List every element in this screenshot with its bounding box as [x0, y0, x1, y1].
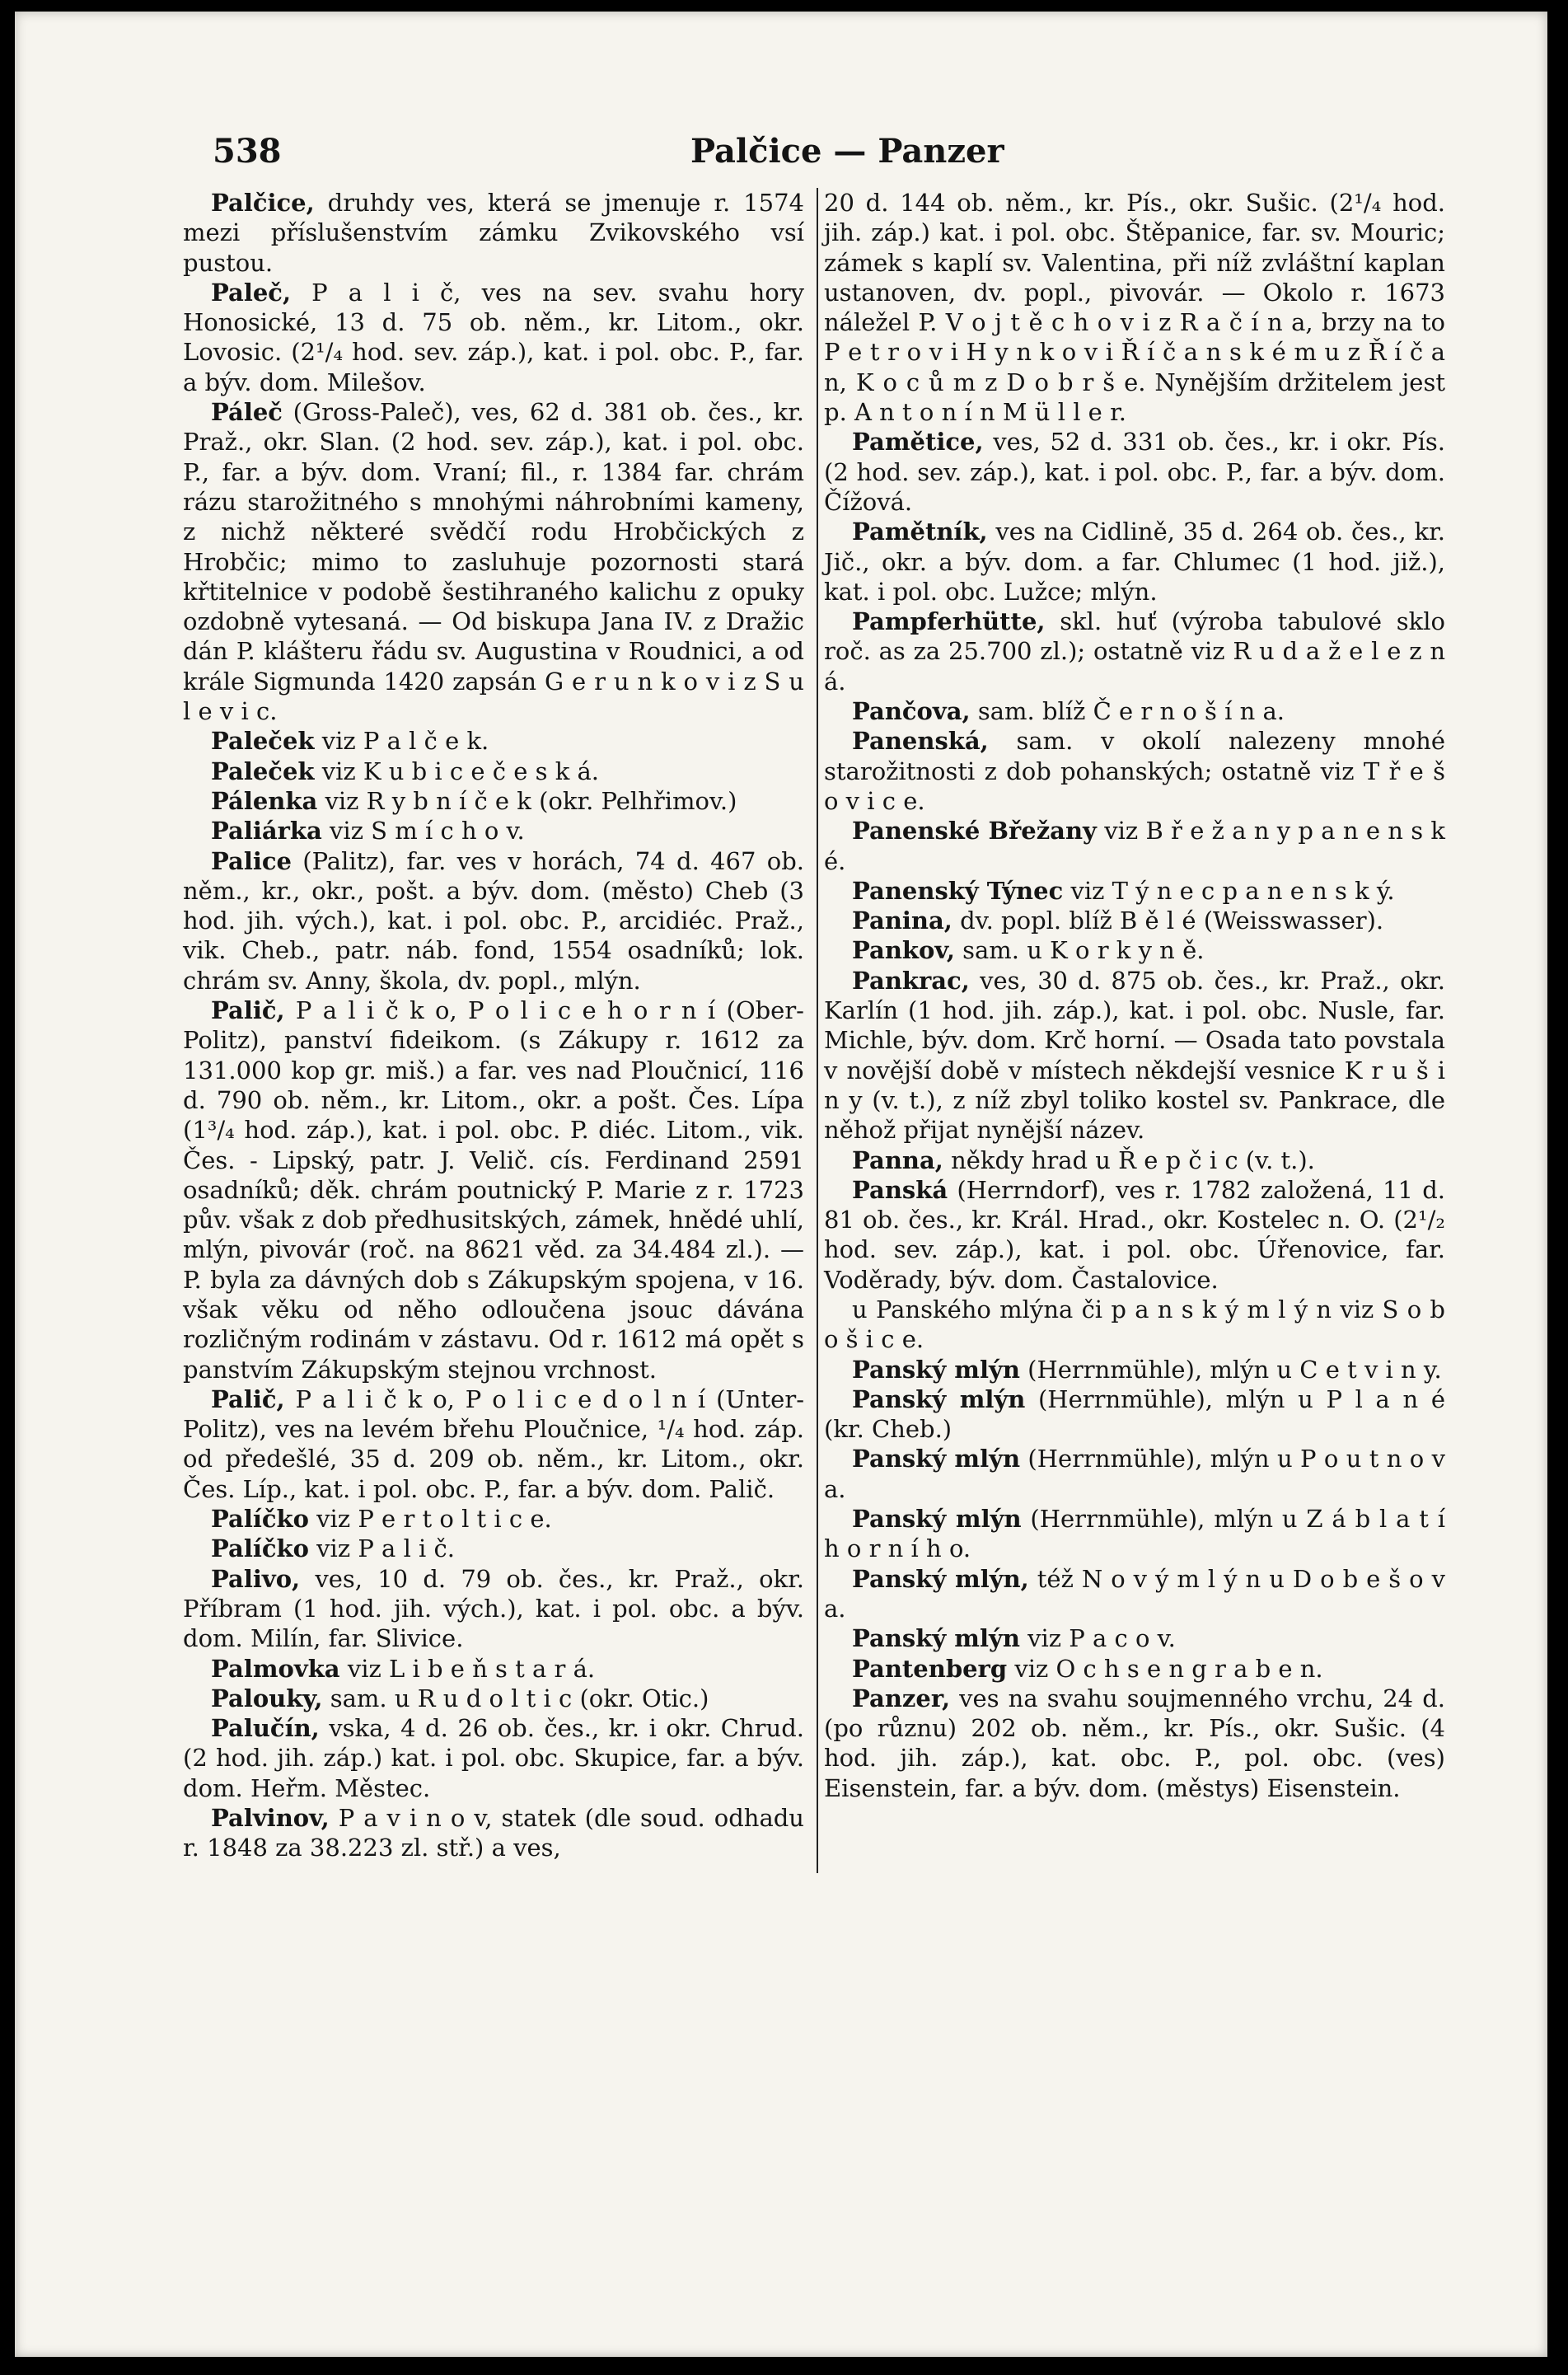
entry-text: někdy hrad u Ř e p č i c (v. t.). [943, 1145, 1315, 1174]
dictionary-entry [824, 696, 1445, 726]
entry-text: u Panského mlýna či p a n s k ý m l ý n viz S o b o š i c e. [824, 1295, 1445, 1354]
running-head [213, 132, 1449, 181]
entry-headword: Paleček [211, 757, 315, 785]
entry-headword: Panská [852, 1175, 948, 1204]
entry-headword: Palice [211, 846, 292, 875]
entry-text: (Herrndorf), ves r. 1782 založená, 11 d. 81 ob. čes., kr. Král. Hrad., okr. Kostelec n. O. (2¹/₂ hod. sev. záp.), kat. i pol. obc. Úřenovice, far. Voděrady, býv. dom. Častalovice. [824, 1175, 1445, 1294]
column-divider [817, 188, 818, 1873]
dictionary-entry [183, 816, 804, 846]
entry-text: P a l i č, ves na sev. svahu hory Honosické, 13 d. 75 ob. něm., kr. Litom., okr. Lovosic. (2¹/₄ hod. sev. záp.), kat. i pol. obc. P., far. a býv. dom. Milešov. [183, 278, 804, 396]
entry-text: dv. popl. blíž B ě l é (Weisswasser). [952, 906, 1384, 935]
dictionary-entry [824, 1623, 1445, 1653]
entry-headword: Pampferhütte, [852, 607, 1046, 636]
dictionary-entry [183, 278, 804, 397]
entry-headword: Pálenka [211, 786, 318, 815]
dictionary-entry [183, 757, 804, 786]
entry-headword: Palivo, [211, 1564, 301, 1593]
entry-headword: Panský mlýn [852, 1624, 1020, 1653]
entry-headword: Páleč [211, 398, 283, 427]
dictionary-entry [183, 1504, 804, 1534]
dictionary-entry [824, 1504, 1445, 1564]
entry-text: vska, 4 d. 26 ob. čes., kr. i okr. Chrud. (2 hod. jih. záp.) kat. i pol. obc. Skupice, far. a býv. dom. Heřm. Městec. [183, 1714, 804, 1802]
dictionary-entry [824, 517, 1445, 607]
entry-text: viz B ř e ž a n y p a n e n s k é. [824, 817, 1445, 875]
entry-headword: Palíčko [211, 1505, 309, 1534]
entry-text: ves, 30 d. 875 ob. čes., kr. Praž., okr. Karlín (1 hod. jih. záp.), kat. i pol. obc. Nusle, far. Michle, býv. dom. Krč horní. — Osada tato povstala v novější době v místech někdejší vesnice K r u š i n y (v. t.), z níž zbyl toliko kostel sv. Pankrace, dle něhož přijat nynější název. [824, 966, 1445, 1145]
dictionary-entry [183, 1684, 804, 1713]
entry-text: (Herrnmühle), mlýn u P o u t n o v a. [824, 1445, 1446, 1503]
entry-text: (Palitz), far. ves v horách, 74 d. 467 ob. něm., kr., okr., pošt. a býv. dom. (město) Cheb (3 hod. jih. vých.), kat. i pol. obc. P., arcidiéc. Praž., vik. Cheb., patr. náb. fond, 1554 osadníků; lok. chrám sv. Anny, škola, dv. popl., mlýn. [183, 846, 804, 995]
entry-text: viz P a l i č. [308, 1534, 456, 1563]
entry-headword: Panina, [852, 906, 953, 935]
entry-headword: Pamětice, [852, 428, 984, 457]
entry-text: (Gross-Paleč), ves, 62 d. 381 ob. čes., kr. Praž., okr. Slan. (2 hod. sev. záp.), kat. i pol. obc. P., far. a býv. dom. Vraní; fil., r. 1384 far. chrám rázu starožitného s mnohými náhrobními kameny, z nichž některé svědčí rodu Hrobčických z Hrobčic; mimo to zasluhuje pozornosti stará křtitelnice v podobě šestihraného kalichu z opuky ozdobně vytesaná. — Od biskupa Jana IV. z Dražic dán P. klášteru řádu sv. Augustina v Roudnici, a od krále Sigmunda 1420 zapsán G e r u n k o v i z S u l e v i c. [183, 398, 804, 726]
page-title: Palčice — Panzer [690, 132, 1004, 171]
dictionary-entry [183, 397, 804, 726]
dictionary-entry [183, 995, 804, 1384]
dictionary-entry [183, 846, 804, 995]
dictionary-entry [824, 816, 1445, 876]
dictionary-entry [824, 1684, 1445, 1803]
entry-headword: Panský mlýn, [852, 1564, 1029, 1593]
entry-headword: Palouky, [211, 1684, 323, 1712]
entry-headword: Panský mlýn [852, 1505, 1022, 1534]
left-column [183, 188, 804, 1863]
entry-headword: Palčice, [211, 189, 315, 217]
dictionary-entry [824, 1564, 1445, 1624]
entry-headword: Panna, [852, 1145, 943, 1174]
entry-text: viz L i b e ň s t a r á. [339, 1654, 596, 1683]
dictionary-entry [183, 188, 804, 278]
entry-headword: Paliárka [211, 817, 322, 846]
entry-headword: Panenské Břežany [852, 817, 1097, 846]
dictionary-entry [183, 1384, 804, 1504]
dictionary-entry [183, 1803, 804, 1863]
entry-headword: Palučín, [211, 1714, 320, 1743]
dictionary-entry [183, 1654, 804, 1684]
right-column [824, 188, 1445, 1803]
entry-text: sam. blíž Č e r n o š í n a. [970, 697, 1285, 726]
dictionary-entry [824, 876, 1445, 906]
entry-text: viz P a l č e k. [314, 727, 489, 756]
dictionary-entry [183, 726, 804, 756]
dictionary-entry [824, 1444, 1445, 1504]
entry-headword: Pankrac, [852, 966, 970, 995]
entry-headword: Palič, [211, 996, 285, 1025]
entry-headword: Paleč, [211, 278, 292, 307]
entry-text: P a v i n o v, statek (dle soud. odhadu r. 1848 za 38.223 zl. stř.) a ves, [183, 1804, 804, 1862]
entry-text: sam. u K o r k y n ě. [954, 936, 1205, 965]
dictionary-entry [824, 1384, 1445, 1445]
entry-text: P a l i č k o, P o l i c e h o r n í (Ober-Politz), panství fideikom. (s Zákupy r. 1612 za 131.000 kop gr. miš.) a far. ves nad Ploučnicí, 116 d. 790 ob. něm., kr. Litom., okr. a pošt. Čes. Lípa (1³/₄ hod. záp.), kat. i pol. obc. P. diéc. Litom., vik. Čes. - Lipský, patr. J. Velič. cís. Ferdinand 2591 osadníků; děk. chrám poutnický P. Marie z r. 1723 pův. však z dob předhusitských, zámek, hnědé uhlí, mlýn, pivovár (roč. na 8621 věd. za 34.484 zl.). — P. byla za dávných dob s Zákupským spojena, v 16. však věku od něho odloučena jsouc dávána rozličným rodinám v zástavu. Od r. 1612 má opět s panstvím Zákupským stejnou vrchnost. [183, 996, 804, 1384]
dictionary-entry [183, 1534, 804, 1563]
entry-headword: Panský mlýn [852, 1355, 1020, 1384]
dictionary-entry [183, 1713, 804, 1803]
dictionary-entry [824, 427, 1445, 517]
entry-headword: Palíčko [211, 1534, 309, 1563]
entry-text: druhdy ves, která se jmenuje r. 1574 mezi příslušenstvím zámku Zvikovského vsí pustou. [183, 189, 804, 277]
dictionary-entry [824, 906, 1445, 935]
dictionary-entry [824, 607, 1445, 696]
dictionary-entry [824, 188, 1445, 427]
entry-text: viz R y b n í č e k (okr. Pelhřimov.) [317, 786, 737, 815]
entry-text: sam. u R u d o l t i c (okr. Otic.) [322, 1684, 709, 1712]
entry-headword: Panenská, [852, 727, 989, 756]
dictionary-entry [183, 1564, 804, 1654]
entry-headword: Palvinov, [211, 1804, 330, 1833]
entry-headword: Panenský Týnec [852, 876, 1064, 905]
entry-text: též N o v ý m l ý n u D o b e š o v a. [824, 1564, 1445, 1623]
dictionary-entry [824, 1295, 1445, 1355]
entry-headword: Pamětník, [852, 518, 988, 546]
entry-text: viz S m í c h o v. [321, 817, 525, 846]
dictionary-entry [183, 786, 804, 816]
entry-headword: Panský mlýn [852, 1384, 1026, 1413]
dictionary-entry [824, 1654, 1445, 1684]
entry-text: ves, 52 d. 331 ob. čes., kr. i okr. Pís. (2 hod. sev. záp.), kat. i pol. obc. P., far. a býv. dom. Čížová. [824, 428, 1445, 516]
entry-headword: Paleček [211, 727, 315, 756]
entry-text: viz P a c o v. [1019, 1624, 1176, 1653]
dictionary-entry [824, 935, 1445, 965]
entry-text: ves na svahu soujmenného vrchu, 24 d. (po různu) 202 ob. něm., kr. Pís., okr. Sušic. (4 hod. jih. záp.), kat. obc. P., pol. obc. (ves) Eisenstein, far. a býv. dom. (městys) Eisenstein. [824, 1684, 1445, 1802]
entry-text: viz O c h s e n g r a b e n. [1007, 1654, 1323, 1683]
entry-text: viz P e r t o l t i c e. [308, 1505, 552, 1534]
entry-text: 20 d. 144 ob. něm., kr. Pís., okr. Sušic. (2¹/₄ hod. jih. záp.) kat. i pol. obc. Štěpanice, far. sv. Mouric; zámek s kaplí sv. Valentina, při níž zvláštní kaplan ustanoven, dv. popl., pivovár. — Okolo r. 1673 náležel P. V o j t ě c h o v i z R a č í n a, brzy na to P e t r o v i H y n k o v i Ř í č a n s k é m u z Ř í č a n, K o c ů m z D o b r š e. Nynějším držitelem jest p. A n t o n í n M ü l l e r. [824, 189, 1445, 427]
page-number: 538 [213, 132, 282, 171]
dictionary-entry [824, 966, 1445, 1145]
dictionary-entry [824, 726, 1445, 816]
dictionary-entry [824, 1145, 1445, 1175]
entry-text: sam. v okolí nalezeny mnohé starožitnosti z dob pohanských; ostatně viz T ř e š o v i c e. [824, 727, 1445, 815]
dictionary-entry [824, 1175, 1445, 1295]
entry-text: P a l i č k o, P o l i c e d o l n í (Unter-Politz), ves na levém břehu Ploučnice, ¹/₄ hod. záp. od předešlé, 35 d. 209 ob. něm., kr. Litom., okr. Čes. Líp., kat. i pol. obc. P., far. a býv. dom. Palič. [183, 1384, 804, 1503]
entry-text: viz T ý n e c p a n e n s k ý. [1063, 876, 1395, 905]
entry-text: (Herrnmühle), mlýn u P l a n é (kr. Cheb.) [824, 1384, 1445, 1444]
entry-headword: Panzer, [852, 1684, 951, 1712]
entry-text: skl. huť (výroba tabulové sklo roč. as za 25.700 zl.); ostatně viz R u d a ž e l e z n á. [824, 607, 1445, 696]
entry-headword: Pankov, [852, 936, 955, 965]
entry-text: ves, 10 d. 79 ob. čes., kr. Praž., okr. Příbram (1 hod. jih. vých.), kat. i pol. obc. a býv. dom. Milín, far. Slivice. [183, 1564, 804, 1653]
entry-headword: Palič, [211, 1384, 285, 1413]
entry-headword: Palmovka [211, 1654, 340, 1683]
entry-text: (Herrnmühle), mlýn u C e t v i n y. [1019, 1355, 1442, 1384]
dictionary-entry [824, 1355, 1445, 1384]
entry-headword: Pantenberg [852, 1654, 1008, 1683]
entry-text: viz K u b i c e č e s k á. [314, 757, 600, 785]
entry-text: ves na Cidlině, 35 d. 264 ob. čes., kr. Jič., okr. a býv. dom. a far. Chlumec (1 hod. již.), kat. i pol. obc. Lužce; mlýn. [824, 518, 1445, 606]
entry-text: (Herrnmühle), mlýn u Z á b l a t í h o r n í h o. [824, 1505, 1446, 1563]
entry-headword: Panský mlýn [852, 1445, 1021, 1473]
entry-headword: Pančova, [852, 697, 971, 726]
